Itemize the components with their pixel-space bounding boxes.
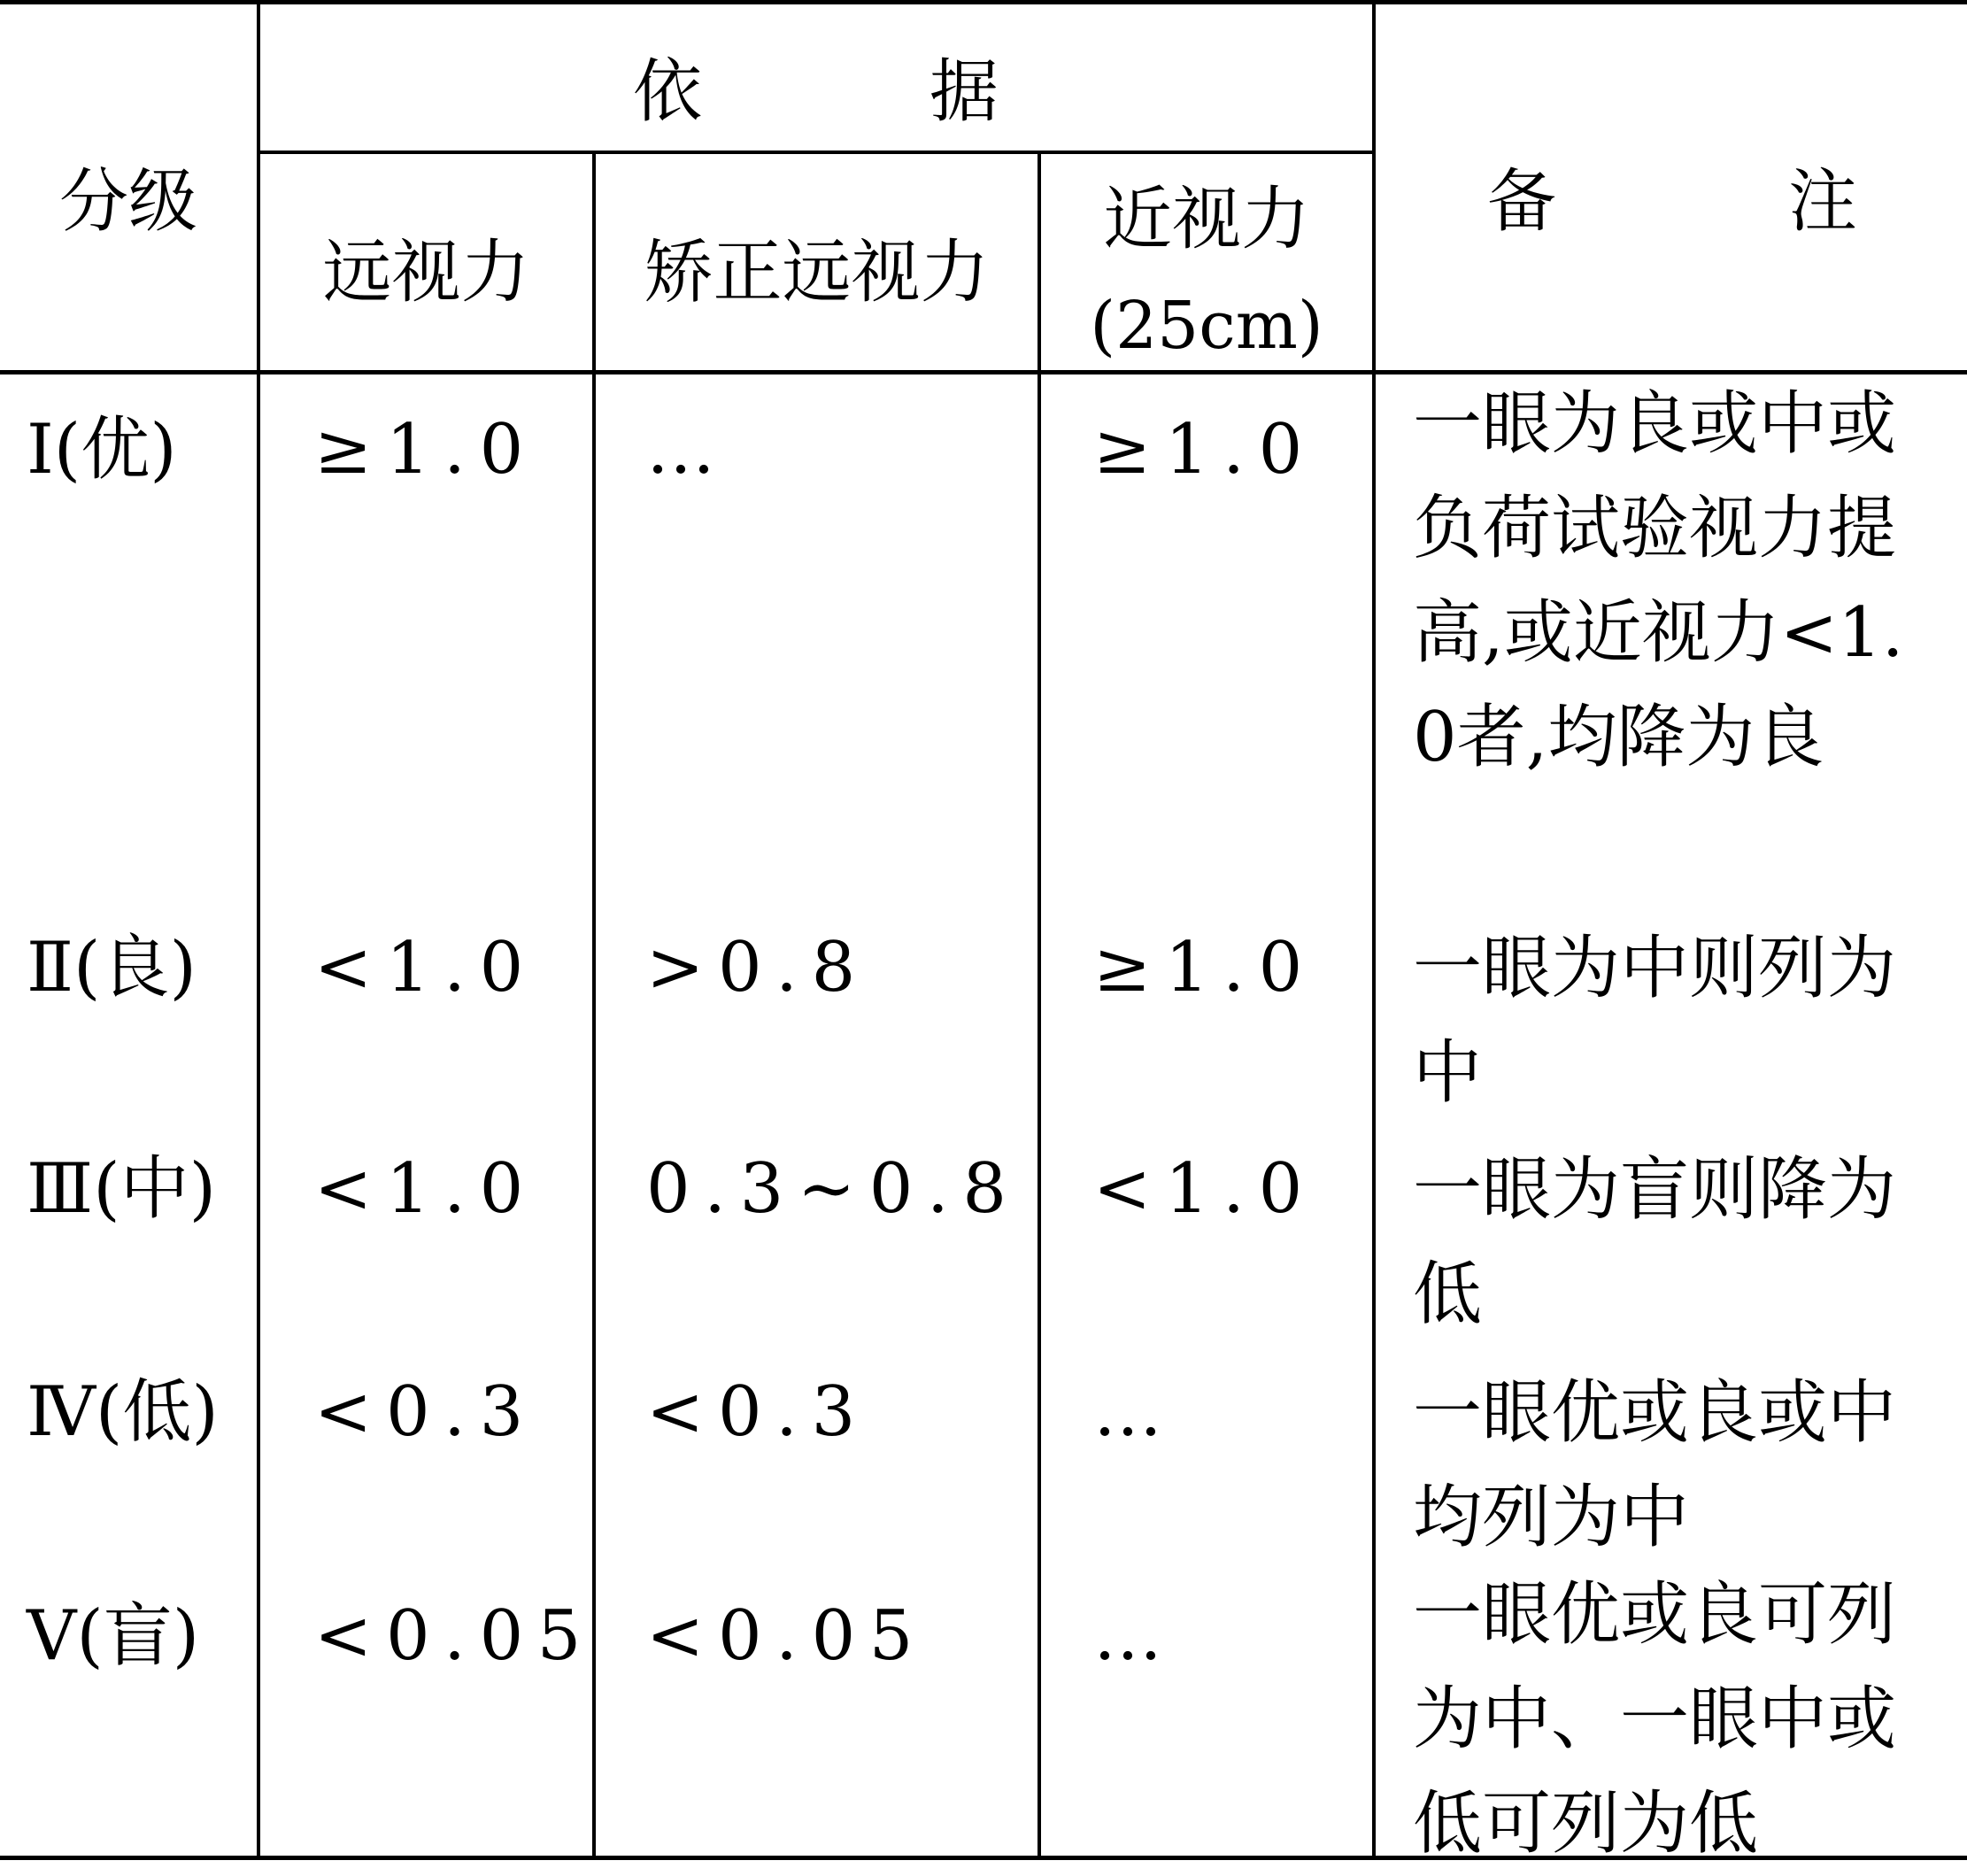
corrected-vision-cell: … [646,410,715,490]
grade-cell: Ⅳ(低) [27,1372,219,1452]
distance-vision-cell: <1.0 [314,928,537,1007]
grade-cell: Ⅲ(中) [27,1149,217,1229]
near-vision-cell: <1.0 [1093,1149,1316,1229]
header-distance-vision: 远视力 [322,233,530,313]
near-vision-cell: ≥1.0 [1093,928,1316,1007]
grade-cell: Ⅴ(盲) [27,1596,200,1676]
corrected-vision-cell: <0.05 [646,1596,928,1676]
header-basis-char-2: 据 [930,52,999,132]
grade-cell: Ⅱ(良) [27,928,197,1007]
remark-cell: 一眼为中则列为中 [1413,929,1897,1113]
corrected-vision-cell: >0.8 [646,928,869,1007]
distance-vision-cell: <0.3 [314,1372,537,1452]
remark-cell: 一眼为盲则降为低 [1413,1150,1897,1334]
column-rule-3 [1037,151,1041,1859]
header-grade: 分级 [58,162,197,242]
column-rule-4 [1372,0,1376,1859]
distance-vision-cell: <1.0 [314,1149,537,1229]
distance-vision-cell: ≥1.0 [314,410,537,490]
near-vision-cell: … [1093,1596,1162,1676]
corrected-vision-cell: 0.3~0.8 [646,1149,1021,1229]
remark-cell: 一眼优或良或中均列为中 [1413,1373,1897,1557]
corrected-vision-cell: <0.3 [646,1372,869,1452]
header-corrected-vision: 矫正远视力 [644,233,990,313]
header-near-vision-distance: (25cm) [1090,288,1323,364]
header-remark-char-2: 注 [1788,162,1858,242]
basis-header-rule [258,151,1374,154]
remark-cell: 一眼为良或中或负荷试验视力提高,或近视力<1.0者,均降为良 [1413,384,1904,777]
near-vision-cell: ≥1.0 [1093,410,1316,490]
header-remark-char-1: 备 [1487,162,1557,242]
grade-cell: Ⅰ(优) [27,410,177,490]
distance-vision-cell: <0.05 [314,1596,596,1676]
table-top-rule [0,0,1967,4]
header-near-vision: 近视力 [1102,180,1310,259]
remark-cell: 一眼优或良可列为中、一眼中或低可列为低 [1413,1575,1897,1864]
near-vision-cell: … [1093,1372,1162,1452]
header-basis-char-1: 依 [633,52,703,132]
